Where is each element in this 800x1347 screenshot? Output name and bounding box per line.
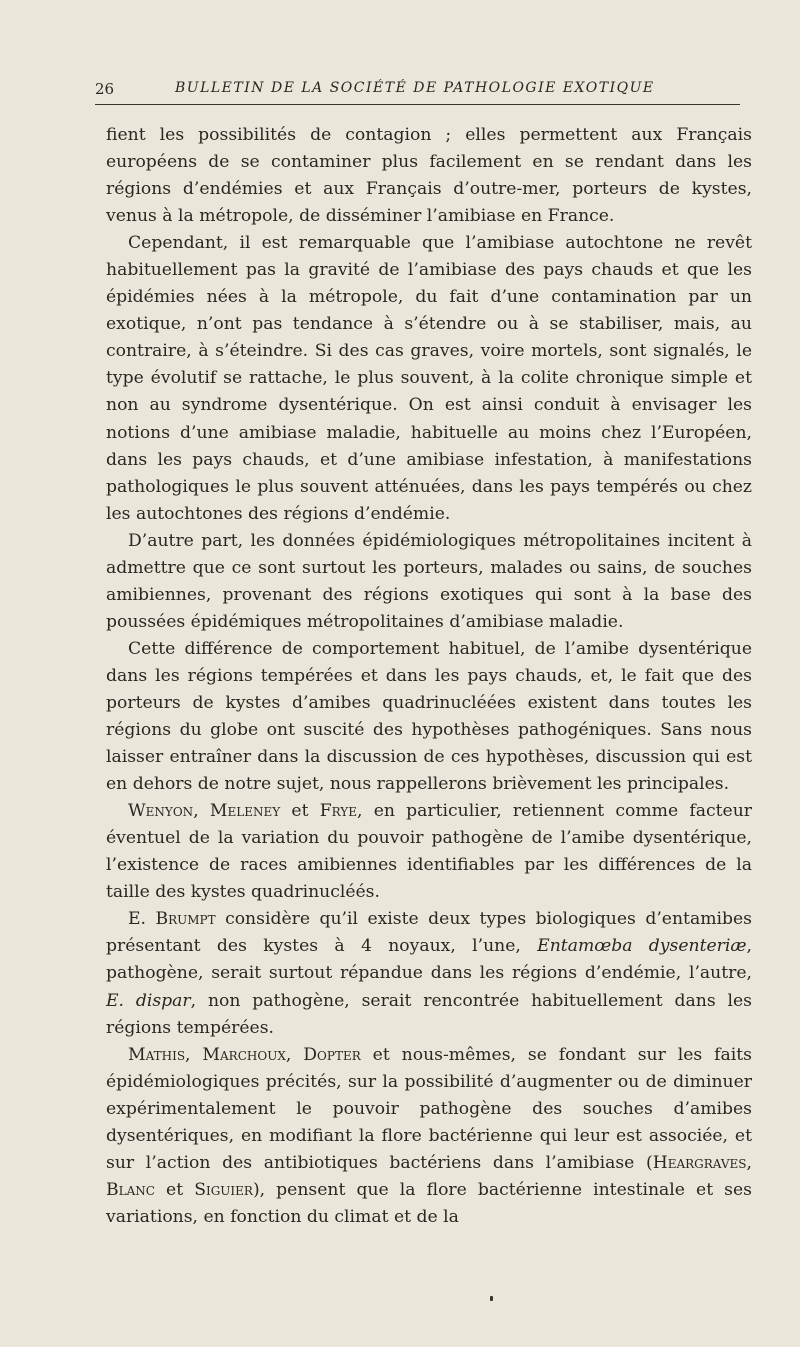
paragraph-wenyon-hypothesis: Wenyon, Meleney et Frye, en particulier, retiennent comme facteur éventuel de la variation du pouvoir pathogène de l’amibe dysentérique, l’existence de races amibiennes identifiables par les différences de la taille des kystes quadrinucléés. [106,801,752,903]
author-name: Siguier [194,1179,253,1200]
author-name: Blanc [106,1179,155,1200]
paragraph-autochthonous-amoebiasis: Cependant, il est remarquable que l’amibiase autochtone ne revêt habituellement pas la gravité de l’amibiase des pays chauds et que les épidémies nées à la métropole, du fait d’une contamination par un exotique, n’ont pas tendance à s’étendre ou à se stabiliser, mais, au contraire, à s’éteindre. Si des cas graves, voire mortels, sont signalés, le type évolutif se rattache, le plus souvent, à la colite chronique simple et non au syndrome dysentérique. On est ainsi conduit à envisager les notions d’une amibiase maladie, habituelle au moins chez l’Européen, dans les pays chauds, et d’une amibiase infestation, à manifestations pathologiques le plus souvent atténuées, dans les pays tempérés ou chez les autochtones des régions d’endémie. [106,233,752,524]
page-header [95,74,740,105]
paragraph-brumpt-hypothesis: E. Brumpt considère qu’il existe deux types biologiques d’entamibes présentant des kystes à 4 noyaux, l’une, Entamœba dysenteriæ, pathogène, serait surtout répandue dans les régions d’endémie, l’autre, E. dispar, non pathogène, serait rencontrée habituellement dans les régions tempérées. [106,909,752,1038]
paragraph-pathogenic-hypotheses: Cette différence de comportement habituel, de l’amibe dysentérique dans les régions tempérées et dans les pays chauds, et, le fait que des porteurs de kystes d’amibes quadrinucléées existent dans toutes les régions du globe ont suscité des hypothèses pathogéniques. Sans nous laisser entraîner dans la discussion de ces hypothèses, discussion qui est en dehors de notre sujet, nous rappellerons brièvement les principales. [106,638,752,795]
article-body [106,122,752,1231]
running-title: BULLETIN DE LA SOCIÉTÉ DE PATHOLOGIE EXOTIQUE [175,80,655,96]
page-number: 26 [95,80,115,98]
paragraph-epidemiological-data: D’autre part, les données épidémiologiques métropolitaines incitent à admettre que ce sont surtout les porteurs, malades ou sains, de souches amibiennes, provenant des régions exotiques qui sont à la base des poussées épidémiques métropolitaines d’amibiase maladie. [106,530,752,632]
author-name: Heargraves [652,1152,747,1173]
author-name: Meleney [209,801,281,822]
species-name: E. dispar [106,990,191,1011]
species-name: Entamœba dysenteriæ [537,936,747,957]
author-name: Mathis [128,1044,186,1065]
paragraph-mathis-hypothesis: Mathis, Marchoux, Dopter et nous-mêmes, se fondant sur les faits épidémiologiques précités, sur la possibilité d’augmenter ou de diminuer expérimentalement le pouvoir pathogène des souches d’amibes dysentériques, en modifiant la flore bactérienne qui leur est associée, et sur l’action des antibiotiques bactériens dans l’amibiase (Heargraves, Blanc et Siguier), pensent que la flore bactérienne intestinale et ses variations, en fonction du climat et de la [106,1044,752,1227]
author-name: Dopter [303,1044,361,1065]
author-name: Brumpt [155,909,216,930]
author-name: Frye [319,801,357,822]
author-name: Wenyon [128,801,194,822]
paragraph-continuation: fient les possibilités de contagion ; elles permettent aux Français européens de se contaminer plus facilement en se rendant dans les régions d’endémies et aux Français d’outre-mer, porteurs de kystes, venus à la métropole, de disséminer l’amibiase en France. [106,125,752,227]
ink-speck [490,1296,493,1301]
author-name: Marchoux [202,1044,286,1065]
